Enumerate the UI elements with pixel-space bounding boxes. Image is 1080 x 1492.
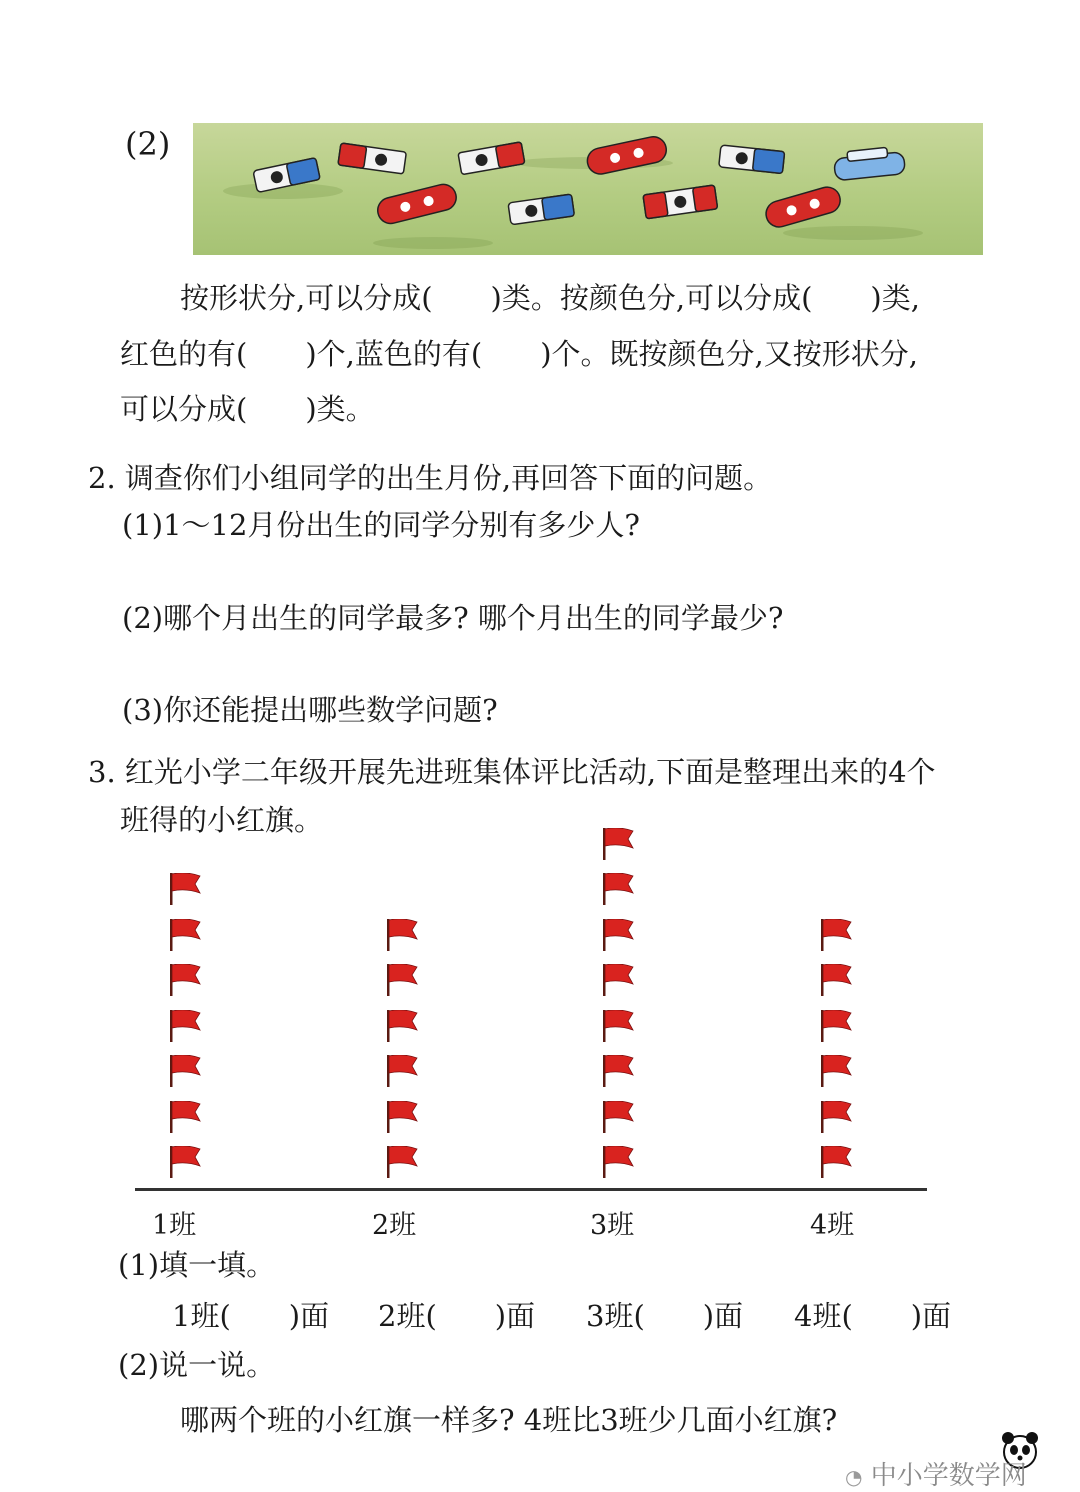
red-flag-3-2 bbox=[603, 1101, 637, 1135]
eraser-red-1 bbox=[338, 143, 406, 174]
erasers-illustration bbox=[193, 123, 983, 255]
red-flag-1-5 bbox=[170, 964, 204, 998]
q3-say-label: (2)说一说。 bbox=[118, 1348, 276, 1382]
red-flag-3-1 bbox=[603, 1146, 637, 1180]
red-flag-2-2 bbox=[387, 1101, 421, 1135]
red-flag-4-3 bbox=[821, 1055, 855, 1089]
red-flag-2-1 bbox=[387, 1146, 421, 1180]
watermark: ◔ 中小学数学网 bbox=[845, 1461, 1027, 1491]
red-flag-3-4 bbox=[603, 1010, 637, 1044]
eraser-red-3 bbox=[585, 134, 669, 176]
fill-item-2: 2班( )面 bbox=[378, 1299, 536, 1333]
red-flag-2-5 bbox=[387, 964, 421, 998]
fill-item-3: 3班( )面 bbox=[586, 1299, 744, 1333]
q3-title-line2: 班得的小红旗。 bbox=[120, 803, 324, 837]
fill-item-1: 1班( )面 bbox=[172, 1299, 330, 1333]
red-flag-4-5 bbox=[821, 964, 855, 998]
red-flag-4-6 bbox=[821, 919, 855, 953]
pictograph-baseline bbox=[135, 1188, 927, 1191]
q3-fill-label: (1)填一填。 bbox=[118, 1248, 276, 1282]
red-flag-3-8 bbox=[603, 828, 637, 862]
wechat-icon: ◔ bbox=[845, 1465, 863, 1489]
red-flag-1-1 bbox=[170, 1146, 204, 1180]
eraser-red-6 bbox=[763, 184, 843, 230]
eraser-blue-2 bbox=[508, 194, 574, 225]
class-label-2: 2班 bbox=[372, 1210, 417, 1241]
red-flag-1-6 bbox=[170, 919, 204, 953]
red-flag-1-4 bbox=[170, 1010, 204, 1044]
red-flag-3-7 bbox=[603, 873, 637, 907]
q2-sub2: (2)哪个月出生的同学最多? 哪个月出生的同学最少? bbox=[122, 601, 784, 635]
red-flag-2-4 bbox=[387, 1010, 421, 1044]
eraser-blue-3 bbox=[719, 145, 785, 174]
q1-line1: 按形状分,可以分成( )类。按颜色分,可以分成( )类, bbox=[180, 281, 920, 315]
q3-title-line1: 3. 红光小学二年级开展先进班集体评比活动,下面是整理出来的4个 bbox=[88, 755, 936, 789]
q1-line2: 红色的有( )个,蓝色的有( )个。既按颜色分,又按形状分, bbox=[120, 337, 918, 371]
eraser-red-4 bbox=[375, 182, 459, 227]
red-flag-4-4 bbox=[821, 1010, 855, 1044]
red-flag-3-5 bbox=[603, 964, 637, 998]
class-label-3: 3班 bbox=[590, 1210, 635, 1241]
q2-title: 2. 调查你们小组同学的出生月份,再回答下面的问题。 bbox=[88, 461, 773, 495]
q2-sub1: (1)1～12月份出生的同学分别有多少人? bbox=[122, 508, 640, 542]
red-flag-2-3 bbox=[387, 1055, 421, 1089]
q1-line3: 可以分成( )类。 bbox=[120, 392, 375, 426]
eraser-red-5 bbox=[643, 185, 718, 219]
red-flag-4-2 bbox=[821, 1101, 855, 1135]
fill-item-4: 4班( )面 bbox=[794, 1299, 952, 1333]
red-flag-1-3 bbox=[170, 1055, 204, 1089]
red-flag-2-6 bbox=[387, 919, 421, 953]
class-label-1: 1班 bbox=[152, 1210, 197, 1241]
q3-say-text: 哪两个班的小红旗一样多? 4班比3班少几面小红旗? bbox=[180, 1403, 838, 1437]
red-flag-1-7 bbox=[170, 873, 204, 907]
red-flag-4-1 bbox=[821, 1146, 855, 1180]
q2-sub3: (3)你还能提出哪些数学问题? bbox=[122, 693, 498, 727]
class-label-4: 4班 bbox=[810, 1210, 855, 1241]
eraser-scene-image bbox=[193, 123, 983, 255]
red-flag-3-3 bbox=[603, 1055, 637, 1089]
eraser-blue-boat bbox=[833, 146, 906, 181]
q1-part2-label: (2) bbox=[125, 125, 171, 163]
eraser-red-2 bbox=[458, 142, 525, 175]
red-flag-3-6 bbox=[603, 919, 637, 953]
red-flag-1-2 bbox=[170, 1101, 204, 1135]
